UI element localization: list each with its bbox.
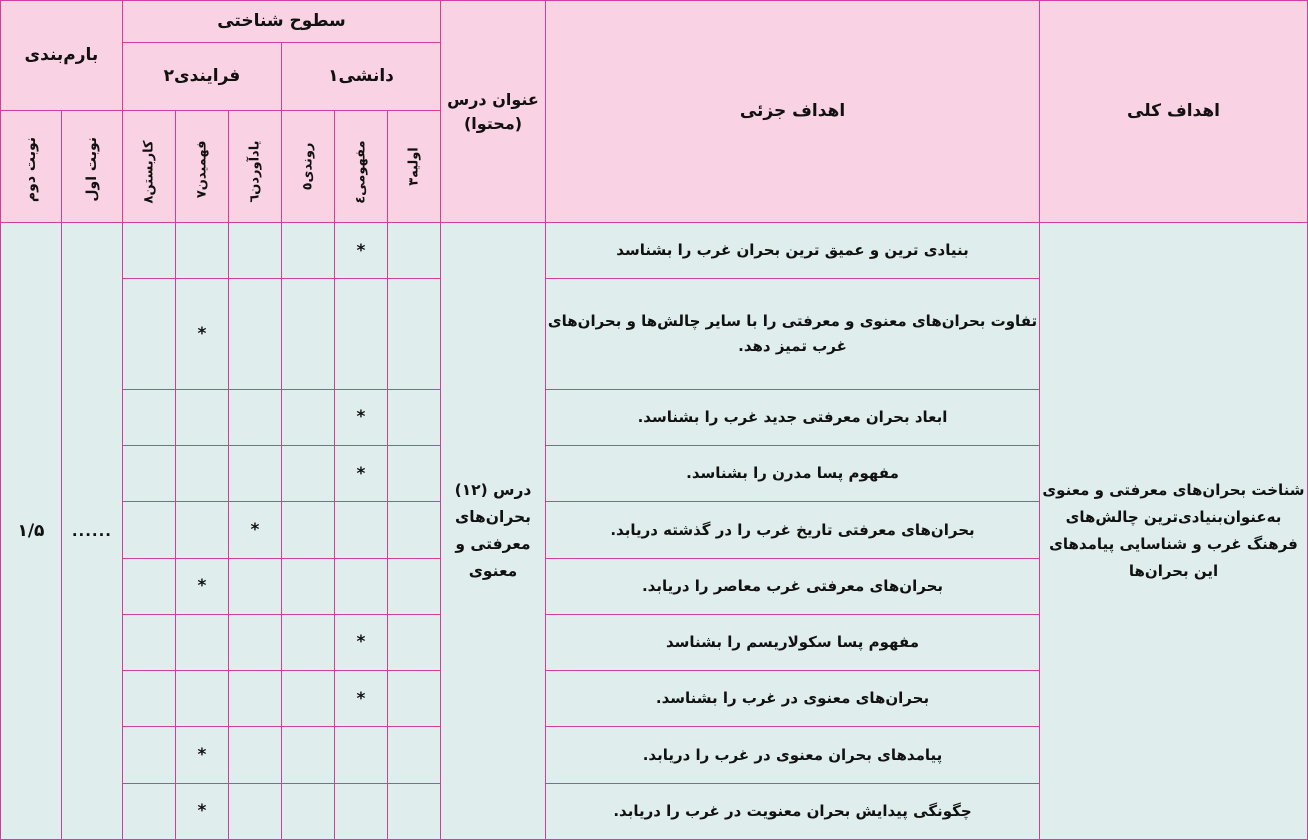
cell-grading-term1: ...... bbox=[61, 223, 122, 840]
cell-objective: بنیادی ترین و عمیق ترین بحران غرب را بشناسد bbox=[546, 223, 1040, 279]
cell-mark-remembering bbox=[229, 558, 282, 614]
cell-mark-applying bbox=[122, 389, 175, 445]
cell-objective: چگونگی پیدایش بحران معنویت در غرب را دریابد. bbox=[546, 783, 1040, 839]
cell-mark-understanding bbox=[176, 671, 229, 727]
header-col-term2-label: نوبت دوم bbox=[22, 136, 39, 202]
cell-mark-factual bbox=[388, 614, 441, 670]
cell-objective: بحران‌های معنوی در غرب را بشناسد. bbox=[546, 671, 1040, 727]
cell-mark-remembering bbox=[229, 389, 282, 445]
cell-mark-factual bbox=[388, 727, 441, 783]
cell-mark-conceptual bbox=[335, 279, 388, 389]
cell-mark-conceptual: * bbox=[335, 389, 388, 445]
header-col-conceptual-label: مفهومی٤ bbox=[353, 140, 369, 204]
cell-mark-understanding bbox=[176, 389, 229, 445]
lesson-title-line-2: بحران‌های bbox=[455, 507, 531, 526]
cell-mark-understanding: * bbox=[176, 783, 229, 839]
cell-lesson-title bbox=[441, 223, 546, 840]
cell-mark-procedural bbox=[282, 502, 335, 558]
cell-mark-applying bbox=[122, 223, 175, 279]
cell-mark-conceptual: * bbox=[335, 614, 388, 670]
cell-mark-applying bbox=[122, 783, 175, 839]
cell-mark-applying bbox=[122, 558, 175, 614]
cell-mark-conceptual bbox=[335, 727, 388, 783]
header-cognitive-levels-group: سطوح شناختی bbox=[122, 1, 440, 43]
header-lesson-title-line1: عنوان درس bbox=[447, 90, 539, 110]
cell-mark-procedural bbox=[282, 389, 335, 445]
header-col-term1-label: نوبت اول bbox=[83, 136, 100, 202]
cell-mark-understanding bbox=[176, 502, 229, 558]
cell-mark-remembering bbox=[229, 279, 282, 389]
lesson-title-line-1: درس (۱۲) bbox=[454, 480, 532, 499]
lesson-title-line-3: معرفتی و bbox=[455, 535, 531, 553]
header-col-factual bbox=[388, 111, 441, 223]
cell-objective: ابعاد بحران معرفتی جدید غرب را بشناسد. bbox=[546, 389, 1040, 445]
cell-mark-conceptual: * bbox=[335, 671, 388, 727]
cell-mark-remembering bbox=[229, 783, 282, 839]
cell-general-objective: شناخت بحران‌های معرفتی و معنوی به‌عنوان‌بنیادی‌ترین چالش‌های فرهنگ غرب و شناسایی پیامدهای این بحران‌ها bbox=[1040, 223, 1308, 840]
header-lesson-title bbox=[441, 1, 546, 223]
cell-objective: بحران‌های معرفتی تاریخ غرب را در گذشته دریابد. bbox=[546, 502, 1040, 558]
header-col-remembering-label: یادآوردن٦ bbox=[247, 140, 263, 203]
cell-mark-factual bbox=[388, 502, 441, 558]
header-col-procedural-label: روندی٥ bbox=[300, 142, 316, 191]
header-lesson-title-line2: (محتوا) bbox=[463, 113, 523, 133]
cell-mark-factual bbox=[388, 223, 441, 279]
cell-mark-procedural bbox=[282, 614, 335, 670]
table-row bbox=[0, 223, 1307, 279]
cell-mark-conceptual bbox=[335, 558, 388, 614]
cell-mark-conceptual: * bbox=[335, 223, 388, 279]
cell-mark-factual bbox=[388, 389, 441, 445]
cell-objective: بحران‌های معرفتی غرب معاصر را دریابد. bbox=[546, 558, 1040, 614]
cell-mark-applying bbox=[122, 671, 175, 727]
cell-mark-applying bbox=[122, 502, 175, 558]
cell-mark-understanding: * bbox=[176, 558, 229, 614]
cell-mark-applying bbox=[122, 727, 175, 783]
cell-mark-procedural bbox=[282, 558, 335, 614]
cell-mark-factual bbox=[388, 445, 441, 501]
header-col-procedural bbox=[282, 111, 335, 223]
header-detailed-objectives: اهداف جزئی bbox=[546, 1, 1040, 223]
cell-mark-procedural bbox=[282, 223, 335, 279]
cell-mark-understanding: * bbox=[176, 279, 229, 389]
header-grading-group: بارم‌بندی bbox=[0, 1, 122, 111]
cell-mark-understanding bbox=[176, 223, 229, 279]
cell-mark-procedural bbox=[282, 445, 335, 501]
cell-mark-remembering bbox=[229, 671, 282, 727]
cell-mark-procedural bbox=[282, 279, 335, 389]
cell-mark-conceptual bbox=[335, 502, 388, 558]
header-col-conceptual bbox=[335, 111, 388, 223]
cell-mark-applying bbox=[122, 279, 175, 389]
cell-mark-understanding bbox=[176, 445, 229, 501]
cell-mark-factual bbox=[388, 783, 441, 839]
table-body bbox=[0, 223, 1307, 840]
header-general-objectives: اهداف کلی bbox=[1040, 1, 1308, 223]
header-col-factual-label: اولیه٣ bbox=[406, 147, 422, 186]
cell-objective: پیامدهای بحران معنوی در غرب را دریابد. bbox=[546, 727, 1040, 783]
header-col-term1 bbox=[61, 111, 122, 223]
lesson-title-line-4: معنوی bbox=[468, 562, 518, 581]
cell-mark-remembering: * bbox=[229, 502, 282, 558]
cell-mark-understanding: * bbox=[176, 727, 229, 783]
cell-mark-procedural bbox=[282, 671, 335, 727]
cell-mark-applying bbox=[122, 614, 175, 670]
cell-mark-applying bbox=[122, 445, 175, 501]
header-col-applying bbox=[122, 111, 175, 223]
cell-mark-remembering bbox=[229, 727, 282, 783]
cell-mark-remembering bbox=[229, 445, 282, 501]
header-col-remembering bbox=[229, 111, 282, 223]
header-col-term2 bbox=[0, 111, 61, 223]
cell-mark-remembering bbox=[229, 223, 282, 279]
cell-objective: مفهوم پسا مدرن را بشناسد. bbox=[546, 445, 1040, 501]
cell-grading-term2: ۱/۵ bbox=[0, 223, 61, 840]
cell-mark-factual bbox=[388, 279, 441, 389]
header-process-group: فرایندی٢ bbox=[122, 43, 281, 111]
header-knowledge-group: دانشی١ bbox=[282, 43, 441, 111]
table-header bbox=[0, 1, 1307, 223]
cell-mark-understanding bbox=[176, 614, 229, 670]
header-col-understanding bbox=[176, 111, 229, 223]
cell-mark-conceptual bbox=[335, 783, 388, 839]
header-row-top bbox=[0, 1, 1307, 43]
header-col-applying-label: کاربستن٨ bbox=[141, 140, 157, 204]
cell-objective: مفهوم پسا سکولاریسم را بشناسد bbox=[546, 614, 1040, 670]
header-col-understanding-label: فهمیدن٧ bbox=[194, 140, 210, 199]
cell-mark-factual bbox=[388, 558, 441, 614]
cell-mark-conceptual: * bbox=[335, 445, 388, 501]
cell-mark-factual bbox=[388, 671, 441, 727]
cell-mark-procedural bbox=[282, 727, 335, 783]
cell-mark-remembering bbox=[229, 614, 282, 670]
cell-objective: تفاوت بحران‌های معنوی و معرفتی را با سایر چالش‌ها و بحران‌های غرب تمیز دهد. bbox=[546, 279, 1040, 389]
cell-mark-procedural bbox=[282, 783, 335, 839]
